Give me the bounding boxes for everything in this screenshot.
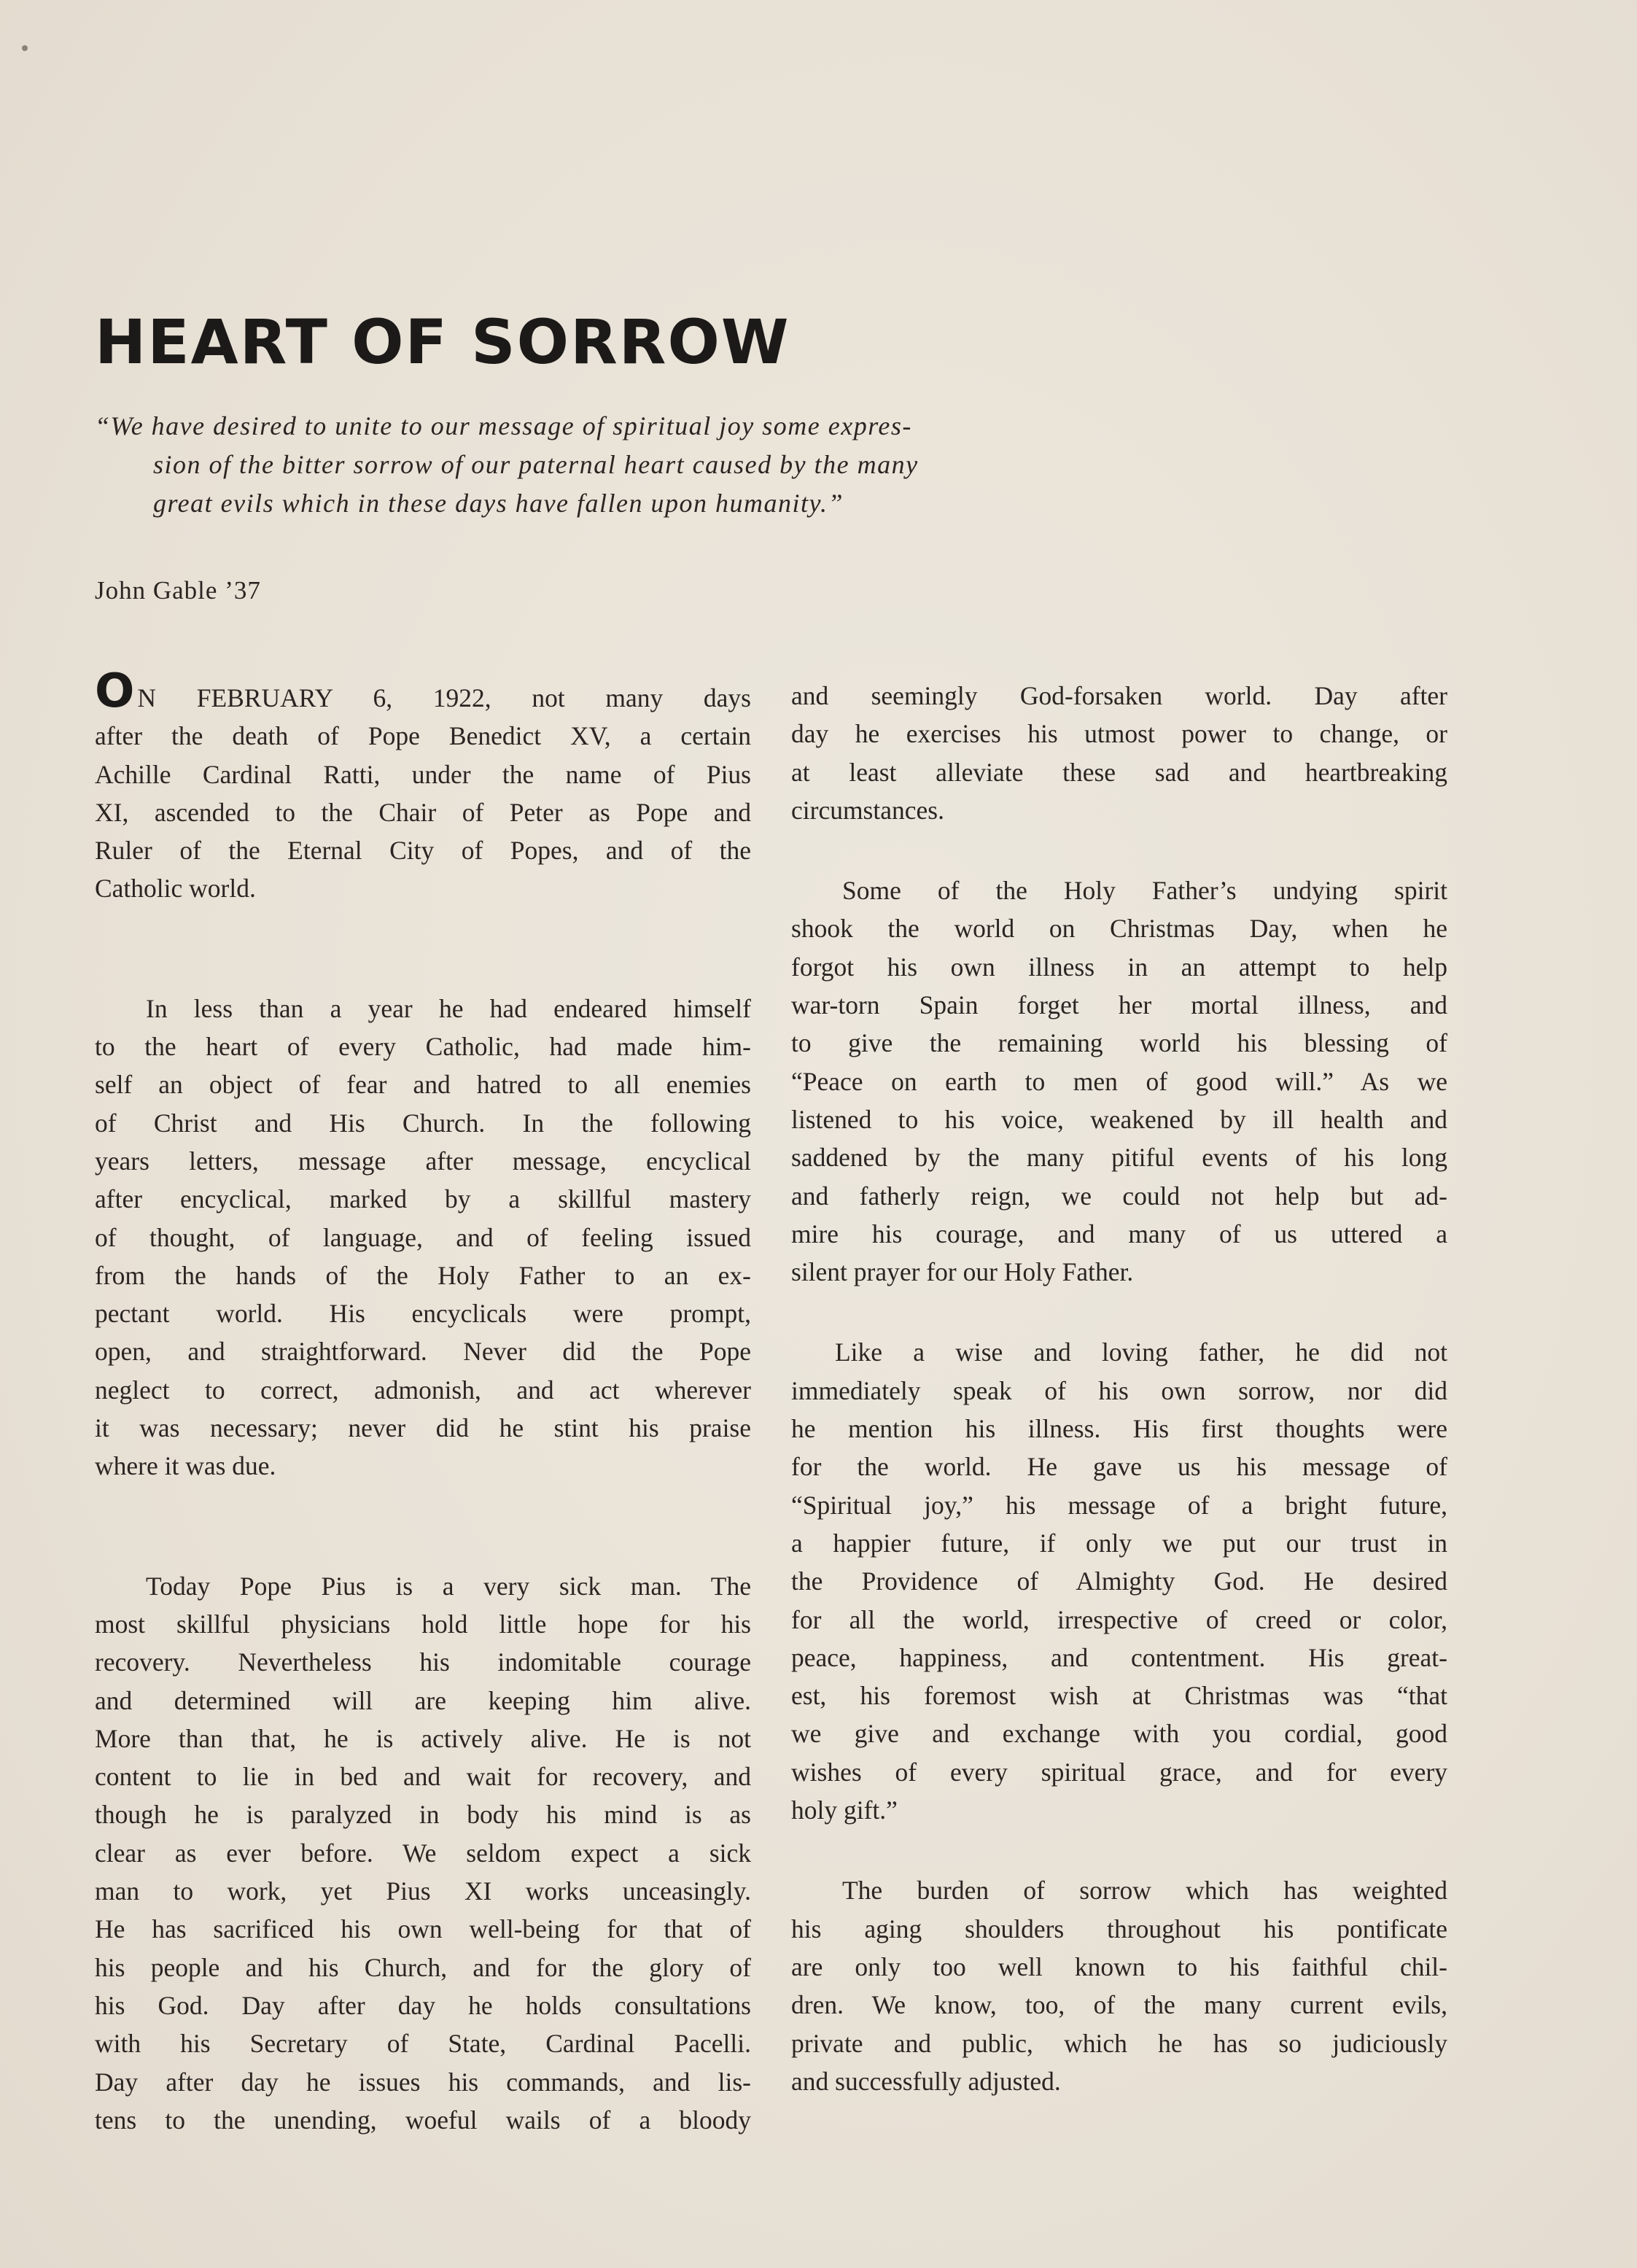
article-title: HEART OF SORROW	[95, 306, 790, 378]
text-line: Day after day he issues his commands, and lis-	[95, 2067, 751, 2097]
text-line: Catholic world.	[95, 874, 256, 904]
text-line: his God. Day after day he holds consultations	[95, 1990, 751, 2020]
text-line: pectant world. His encyclicals were prompt,	[95, 1299, 751, 1329]
text-line: dren. We know, too, of the many current evils,	[791, 1990, 1447, 2020]
text-line: Like a wise and loving father, he did not	[835, 1337, 1447, 1367]
paragraph-4	[791, 677, 1447, 829]
text-line: open, and straightforward. Never did the Pope	[95, 1337, 751, 1367]
text-line	[95, 664, 751, 718]
text-line: Ruler of the Eternal City of Popes, and of the	[95, 836, 751, 866]
text-line: man to work, yet Pius XI works unceasingly.	[95, 1876, 751, 1906]
text-line: of thought, of language, and of feeling issued	[95, 1222, 751, 1252]
drop-cap: O	[95, 664, 135, 718]
text-line: day he exercises his utmost power to change, or	[791, 719, 1447, 749]
text-line: private and public, which he has so judiciously	[791, 2028, 1447, 2058]
text-line: He has sacrificed his own well-being for that of	[95, 1914, 751, 1944]
epigraph-line: “We have desired to unite to our message of spiritual joy some expres-	[95, 411, 912, 440]
text-line: listened to his voice, weakened by ill health and	[791, 1104, 1447, 1134]
text-line: tens to the unending, woeful wails of a bloody	[95, 2105, 751, 2135]
paragraph-5	[791, 871, 1447, 1291]
text-line: for all the world, irrespective of creed or color,	[791, 1604, 1447, 1634]
text-line: a happier future, if only we put our trust in	[791, 1528, 1447, 1558]
paragraph-3	[95, 1567, 751, 2139]
text-line: and determined will are keeping him alive.	[95, 1685, 751, 1715]
text-line: he mention his illness. His first thoughts were	[791, 1414, 1447, 1444]
epigraph-line: great evils which in these days have fallen upon humanity.”	[153, 489, 844, 518]
text-line: est, his foremost wish at Christmas was “that	[791, 1681, 1447, 1711]
text-line: of Christ and His Church. In the following	[95, 1108, 751, 1138]
paragraph-7	[791, 1871, 1447, 2100]
text-line: and fatherly reign, we could not help but ad-	[791, 1181, 1447, 1211]
text-line: Achille Cardinal Ratti, under the name of Pius	[95, 759, 751, 789]
text-line: after the death of Pope Benedict XV, a certain	[95, 721, 751, 751]
text-line: forgot his own illness in an attempt to help	[791, 952, 1447, 982]
text-line: it was necessary; never did he stint his praise	[95, 1413, 751, 1443]
text-line: “Spiritual joy,” his message of a bright future,	[791, 1490, 1447, 1520]
text-line: More than that, he is actively alive. He is not	[95, 1723, 751, 1753]
text-line: from the hands of the Holy Father to an ex-	[95, 1260, 751, 1290]
text-line: at least alleviate these sad and heartbreaking	[791, 757, 1447, 787]
text-line: to the heart of every Catholic, had made him-	[95, 1032, 751, 1062]
text-line: self an object of fear and hatred to all enemies	[95, 1070, 751, 1100]
text-line: his people and his Church, and for the glory of	[95, 1952, 751, 1982]
text-line: silent prayer for our Holy Father.	[791, 1257, 1134, 1287]
epigraph	[95, 407, 1116, 523]
text-line: Today Pope Pius is a very sick man. The	[146, 1571, 751, 1601]
text-line: most skillful physicians hold little hope for his	[95, 1609, 751, 1639]
text-line: “Peace on earth to men of good will.” As we	[791, 1066, 1447, 1096]
paper-speck	[22, 45, 28, 51]
text-line: though he is paralyzed in body his mind is as	[95, 1800, 751, 1830]
text-line: neglect to correct, admonish, and act wherever	[95, 1375, 751, 1405]
text-line: content to lie in bed and wait for recovery, and	[95, 1762, 751, 1792]
author-byline: John Gable ’37	[95, 576, 261, 605]
text-line: where it was due.	[95, 1451, 276, 1481]
text-line: for the world. He gave us his message of	[791, 1452, 1447, 1482]
text-line: with his Secretary of State, Cardinal Pacelli.	[95, 2029, 751, 2059]
text-line: to give the remaining world his blessing of	[791, 1028, 1447, 1058]
text-line: The burden of sorrow which has weighted	[842, 1876, 1447, 1906]
text-line: clear as ever before. We seldom expect a sick	[95, 1838, 751, 1868]
text-line: years letters, message after message, encyclical	[95, 1146, 751, 1176]
right-column	[791, 677, 1447, 2100]
left-column	[95, 664, 751, 2139]
text-line: Some of the Holy Father’s undying spirit	[842, 876, 1447, 906]
paragraph-6	[791, 1333, 1447, 1829]
text-line: holy gift.”	[791, 1795, 898, 1825]
text-line: and seemingly God-forsaken world. Day after	[791, 681, 1447, 710]
text-line: shook the world on Christmas Day, when he	[791, 914, 1447, 944]
text-line: mire his courage, and many of us uttered a	[791, 1219, 1447, 1248]
paragraph-1	[95, 664, 751, 908]
epigraph-line: sion of the bitter sorrow of our paternal heart caused by the many	[153, 450, 919, 479]
text-line: his aging shoulders throughout his pontificate	[791, 1914, 1447, 1943]
text-line: circumstances.	[791, 795, 944, 825]
text-line: In less than a year he had endeared himself	[146, 993, 751, 1023]
text-line: are only too well known to his faithful chil-	[791, 1952, 1447, 1981]
text-line: peace, happiness, and contentment. His great-	[791, 1642, 1447, 1672]
text-line: the Providence of Almighty God. He desired	[791, 1566, 1447, 1596]
text-line-content: N FEBRUARY 6, 1922, not many days	[137, 683, 751, 712]
text-line: and successfully adjusted.	[791, 2066, 1061, 2096]
text-line: XI, ascended to the Chair of Peter as Pope and	[95, 797, 751, 827]
text-line: saddened by the many pitiful events of his long	[791, 1143, 1447, 1173]
text-line: recovery. Nevertheless his indomitable courage	[95, 1647, 751, 1677]
text-line: after encyclical, marked by a skillful mastery	[95, 1184, 751, 1214]
paragraph-2	[95, 990, 751, 1486]
text-line: we give and exchange with you cordial, good	[791, 1719, 1447, 1749]
text-line: immediately speak of his own sorrow, nor did	[791, 1375, 1447, 1405]
text-line: war-torn Spain forget her mortal illness, and	[791, 990, 1447, 1020]
text-line: wishes of every spiritual grace, and for every	[791, 1757, 1447, 1787]
